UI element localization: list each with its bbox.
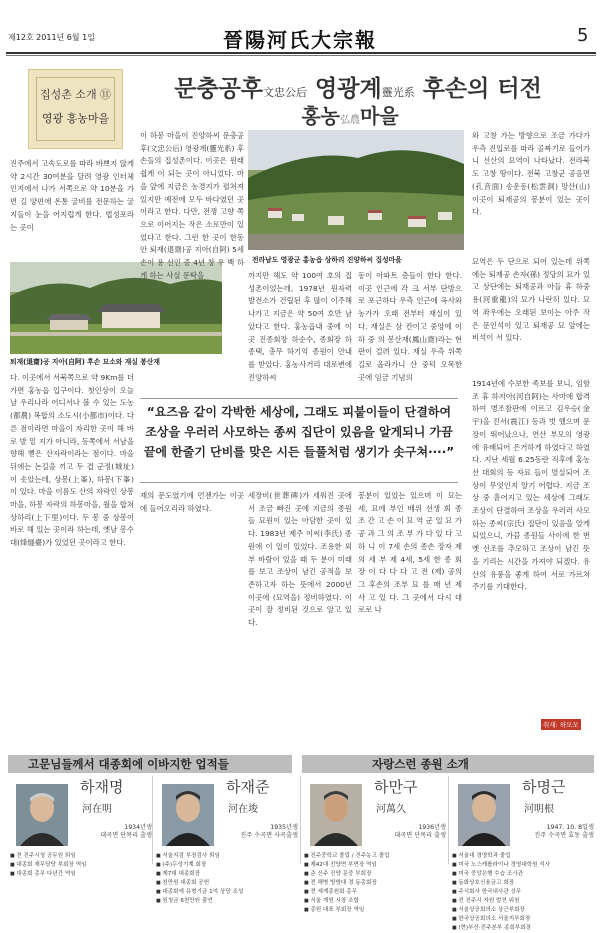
series-badge-frame xyxy=(36,77,115,141)
portrait-photo xyxy=(162,784,214,846)
headline-line2 xyxy=(280,100,420,129)
portrait-photo xyxy=(310,784,362,846)
bio-info xyxy=(74,824,152,840)
header-rule xyxy=(6,52,596,54)
headline-part2-hanja: 靈光系 xyxy=(381,86,415,99)
headline-part1-hanja: 文忠公后 xyxy=(263,86,308,99)
pull-quote-text: “요즈음 같이 각박한 세상에, 그래도 피붙이들이 단결하여 조상을 우러러 사모하는 종씨 집단이 있음을 알게되니 가끔 끝에 한줄기 단비를 맞은 시든 들풀처럼 생기가 솟구쳐····” xyxy=(143,405,455,459)
bio-birth: 1936년생 xyxy=(418,824,446,831)
bio-divider xyxy=(152,776,153,864)
bio-achievement: ■ 미국 중앙은행 수습 조사관 xyxy=(452,870,592,879)
reporter-stamp: 취재: 하모모 xyxy=(543,721,579,729)
col3-paragraph2: 세장비(世葬碑)가 세워진 곳에서 조금 빠진 곳에 지금의 종원들 묘원이 있는 아담한 곳이 있다. 1983년 제주 이씨(李氏) 종원에 이 일이 있었다. 조용한 외부 바람이 있을 때 두 분이 미래를 보고 조상이 남긴 공적을 보존하고자 하는 뜻에서 2000년 이곳에 (묘역을) 정비하였다. 이곳이 잘 정비된 것으로 알고 있다. xyxy=(248,491,352,628)
shrine-photo-caption: 퇴재(退齋)공 지아(自阿) 후손 묘소와 재실 봉산재 xyxy=(10,358,160,366)
bio-card-4 xyxy=(450,776,596,931)
bio-achievement: ■ 서울지검 부장검사 퇴임 xyxy=(156,852,296,861)
col5-paragraph3: 1914년에 수보한 족보를 보니, 임함조 휴 하지아(河自阿)는 사마에 합격하여 병조참판에 이르고 김우승(金宇)을 진서(震江) 등과 벗 했으며 문장이 뛰어났으나, 연산 부모의 영광에 유배되어 은거하게 하였다고 하였다. 지난 세월 6.25동란 직후에 홍농 선 대회의 등 자료 들이 멸실되어 조상이 무엇인지 알기 어렵다. 지금 조상 중 흩어지고 있는 세상에 그래도 조상이 단결하여 조상을 우러러 사모하는 종씨(宗氏) 집단이 있음을 알게 되었으니, 가끔 종원들 사이에 한 번 옛 선조를 추모하고 조상이 남긴 뜻을 기리는 시간을 가져야 되겠다. 유산의 유풍을 좋게 하여 서로 가르쳐 주기를 기대한다. xyxy=(472,379,590,592)
bio-achievement: ■ 진주중학교 졸업 / 진주농고 졸업 xyxy=(304,852,444,861)
bio-achievement: ■ 동화상호신용금고 회장 xyxy=(452,879,592,888)
bio-achievement: ■ 대종회 재무담당 부회장 역임 xyxy=(10,861,150,870)
bio-achievement: ■ 서울대 경영학과 졸업 xyxy=(452,852,592,861)
section-bar-contributions: 고문님들께서 대종회에 이바지한 업적들 xyxy=(8,755,292,773)
bio-achievement: ■ 서울상공회의소 상근부회장 xyxy=(452,906,592,915)
bio-achievement: ■ 제7대 대종회장 xyxy=(156,870,296,879)
col5-paragraph2: 묘역은 두 단으로 되어 있는데 위쪽에는 퇴재공 손자(孫) 정당의 묘가 있고 상단에는 퇴재공과 아들 휴 하중용(河重龍)의 묘가 나란히 있다. 묘역 좌우에는 오래된 보이는 아주 작은 문인석이 있고 퇴재공 묘 앞에는 비석이 서 있다. xyxy=(472,257,590,343)
bio-name-hanja: 河在埈 xyxy=(228,804,258,815)
bio-name: 하명근 xyxy=(522,778,566,796)
bio-achievement: ■ 천만원 대종회 공헌 xyxy=(156,879,296,888)
col2-paragraph1: 이 하봉 마을이 진양하씨 문충공후(文忠公后) 영광계(靈光系) 후손들의 집성촌이다. 이곳은 원래 쉽게 이 되는 곳이 아니었다. 마을 앞에 지금은 농경지가 펼쳐져 있지만 예전에 모두 바다였던 곳이라고 한다. 다만, 전쟁 고향 쪽으로 이어지는 작은 소로만이 있었다고 한다. 그런 한 곳이 한동안 퇴재(退齋)공 지아(自阿) 5세손이 용 선인 증 4년 창 우 백 하게 하는 사실 문탁을 xyxy=(140,131,244,280)
bio-achievement: ■ 제42대 진양면 부면장 역임 xyxy=(304,861,444,870)
bio-birth: 1934년생 xyxy=(124,824,152,831)
bio-name: 하재명 xyxy=(80,778,124,796)
bio-name: 하재준 xyxy=(226,778,270,796)
bio-birth: 1947. 10. 8일생 xyxy=(546,824,594,831)
col5-paragraph1: 와 고창 가는 방향으로 조금 가다가 우측 진입로를 따라 골짜기로 들어가니 선산의 묘역이 나타났다. 전라북도 고창 땅이다. 전북 고창군 공음면(孔音面) 송운동(松雲洞) 망산(山) 이곳이 퇴재공의 봉분이 있는 곳이다. xyxy=(472,131,590,217)
bio-achievement: ■ 전 진주시청 공무원 퇴임 xyxy=(10,852,150,861)
header-rule-thin xyxy=(6,55,596,56)
bio-birth: 1935년생 xyxy=(270,824,298,831)
bio-divider xyxy=(300,776,301,864)
bio-achievement: ■ (주)두성기계 회장 xyxy=(156,861,296,870)
headline-part4: 홍농 xyxy=(301,104,340,128)
bio-achievement: ■ 미국 노스캐롤라이나 경영대학원 석사 xyxy=(452,861,592,870)
section-bar-members: 자랑스런 종원 소개 xyxy=(302,755,594,773)
headline-part5: 마을 xyxy=(360,104,399,128)
headline-part1: 문충공후 xyxy=(174,76,264,102)
bio-origin: 대곡면 단목리 출생 xyxy=(394,832,446,839)
bio-achievement: ■ 전 세계종원회 총무 xyxy=(304,888,444,897)
col3-paragraph1: 까지만 해도 약 100여 호의 집성촌이었는데, 1978년 원자력발전소가 건립된 후 많이 이주해 나가고 지금은 약 50여 호만 남았다고 한다. 홍농읍내 중에 이곳 진종회장 하순수, 종회장 하종택, 총무 하기억 종원이 안내를 받았다. 홍농사거리 대로변에 진양하씨 xyxy=(248,271,352,382)
headline-part4-hanja: 弘農 xyxy=(340,115,360,126)
bio-achievement: ■ 원청금 6천만원 출연 xyxy=(156,897,296,906)
bio-achievements xyxy=(452,852,592,933)
bio-origin: 대곡면 단목리 출생 xyxy=(100,832,152,839)
portrait-photo xyxy=(458,784,510,846)
village-photo xyxy=(248,130,464,250)
bio-achievement: ■ 준 신주 진양 문중 부회장 xyxy=(304,870,444,879)
bio-achievement: ■ 한국상공회의소 서울지부회장 xyxy=(452,915,592,924)
bio-achievements xyxy=(304,852,444,915)
page-number: 5 xyxy=(577,25,589,46)
bio-card-2 xyxy=(154,776,300,904)
bio-card-3 xyxy=(302,776,448,913)
bio-achievement: ■ 서울 계원 시장 조합 xyxy=(304,897,444,906)
pull-quote xyxy=(140,398,458,483)
col2-paragraph2: 재의 문도였기에 언젠가는 이곳에 들어오리라 하였다. xyxy=(140,491,244,513)
bio-name-hanja: 河萬久 xyxy=(376,804,406,815)
headline-part2: 영광계 xyxy=(315,76,382,102)
bio-achievement: ■ 전 해병 방방대 경 동총회장 xyxy=(304,879,444,888)
col4-paragraph2: 봉분이 있었는 있으며 이 묘는 세, 묘에 부인 배위 선생 회 종 조 간 고 손 이 묘 역 군 일 묘 가 공 과 그 의 조 부 가 다 있 다 고 하 니 이 7세 손의 종손 장자 제 의 세 부 제 4세, 5세 한 종 회 장 이 다 다 다 고 전 (제) 공의 그 후손의 조부 묘 를 매 년 제 사 고 있 다. 그 곳에서 다시 대로로 나 xyxy=(358,491,462,615)
bio-name-hanja: 河在明 xyxy=(82,804,112,815)
series-badge xyxy=(28,69,123,149)
bio-achievements xyxy=(156,852,296,906)
bio-divider xyxy=(448,776,449,864)
bio-info xyxy=(220,824,298,840)
issue-info: 제12호 2011년 6월 1일 xyxy=(8,33,95,42)
bio-info xyxy=(368,824,446,840)
bio-origin: 진주 수곡면 사곡출생 xyxy=(240,832,298,839)
portrait-photo xyxy=(16,784,68,846)
bio-achievement: ■ 대종회에 유형기금 1억 상당 조성 xyxy=(156,888,296,897)
bio-achievements xyxy=(10,852,150,879)
bio-achievement: ■ 종원 대표 부회장 역임 xyxy=(304,906,444,915)
headline-line1 xyxy=(148,70,568,103)
series-number: 집성촌 소개 ⑪ xyxy=(39,88,112,101)
bio-info xyxy=(516,824,594,840)
series-subject: 영광 홍농마을 xyxy=(41,112,110,125)
col4-paragraph1: 동이 아파트 층들이 한다 한다. 이곳 인근에 각 크 서부 단방으로 포근하다 우측 인근에 옥사와 농가가 오래 전부터 재실이 있다. 재실은 삼 칸이고 중앙에 이 하 중 의 봉산재(鳳山齋)라는 현판이 걸려 있다. 재실 우측 위쪽 길로 올라가니 산 중턱 오목한 곳에 임금 기념의 xyxy=(358,271,462,382)
bio-origin: 진주 수곡면 효동 출생 xyxy=(534,832,594,839)
bio-achievement: ■ 전 진주시 자원 발전 위원 xyxy=(452,897,592,906)
bio-achievement: ■ 대종회 총무 다년간 역임 xyxy=(10,870,150,879)
newspaper-title: 晉陽河氏大宗報 xyxy=(223,28,377,52)
bio-card-1 xyxy=(8,776,154,877)
bio-name: 하만구 xyxy=(374,778,418,796)
col1-paragraph1: 진주에서 고속도로를 따라 바쁘지 않게 약 2시간 30여분을 달려 영광 인터체인지에서 나가 서쪽으로 약 10분을 가면 길 양편에 온통 굴비를 전문하는 굴지들이 눈을 어지럽게 한다. 법성포라는 곳이 xyxy=(10,159,134,232)
bio-name-hanja: 河明根 xyxy=(524,804,554,815)
headline-part3: 후손의 터전 xyxy=(422,76,542,102)
bio-achievement: ■ (현)부산·진주본부 종회부회장 xyxy=(452,924,592,933)
village-photo-caption: 전라남도 영광군 홍농읍 상하리 진양하씨 집성마을 xyxy=(252,256,402,264)
col1-paragraph2: 다. 이곳에서 서북쪽으로 약 9Km를 더 가면 홍농읍 입구이다. 첫인상이 오늘날 우리나라 어디서나 볼 수 있는 도농(都農) 복합의 소도시(小都市)이다. 다른 점이라면 마을이 자리한 곳이 해 바로 발 밑 지가 아니라, 등쪽에서 서남을 향해 뻗은 산자락이라는 점이다. 마을 뒤에는 논길을 끼고 두 겹 군정(城址)이 솟았는데, 상봉(上峯), 하봉(下峯)이 있다. 마을 이름도 산의 자락인 상봉마을, 하봉 자락의 하봉마을, 월을 합쳐 상하리(上下里)이다. 두 봉 중 상봉이 바로 해 있는 곳이라 하는데, 옛날 봉수대(烽燧臺)가 있었던 곳이라고 한다. xyxy=(10,373,134,548)
village-photo-image xyxy=(248,130,464,250)
bio-achievement: ■ 주식회사 한국내사관 상무 xyxy=(452,888,592,897)
